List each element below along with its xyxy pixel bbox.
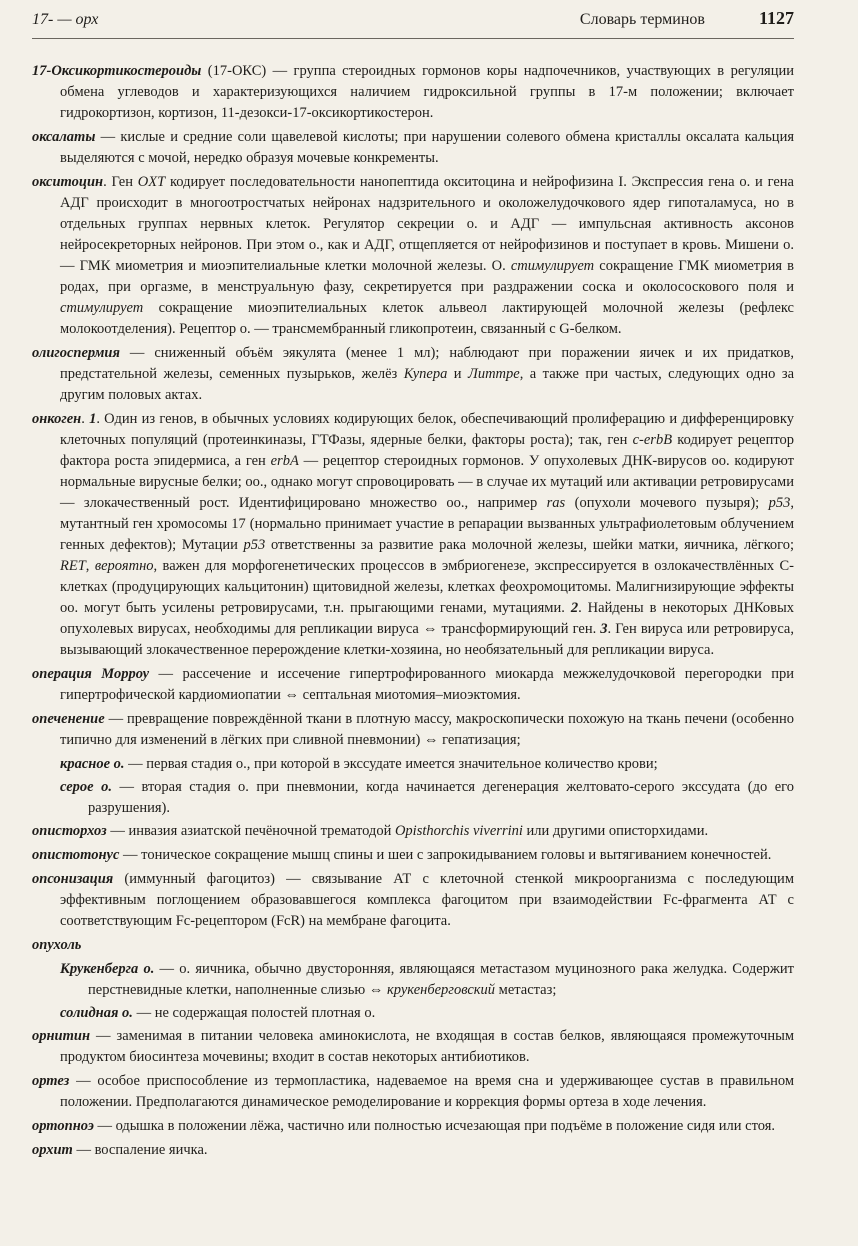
italic-text: Купера	[403, 366, 448, 382]
entry-text: кодирует рецептор фактора роста эпидермиса, а ген	[60, 432, 794, 469]
italic-text: p53	[768, 495, 791, 511]
entry-term: 17-Оксикортикостероиды	[32, 63, 202, 79]
italic-text: erbA	[270, 453, 299, 469]
italic-text: Литтре	[468, 366, 520, 382]
entry-text: (17-ОКС) — группа стероидных гормонов коры надпочечников, участвующих в регуляции обмена углеводов и характеризующихся наличием гидроксильной группы в 17-м положении; включает гидрокортизон, кортизон, 11-дезокси-17-оксикортикостерон.	[60, 63, 794, 121]
entry-text: — рассечение и иссечение гипертрофированного миокарда межжелудочковой перегородки при гипертрофической кардиомиопатии ⇔ септальная миотомия–миоэктомия.	[60, 666, 794, 703]
italic-text: стимулирует	[510, 258, 595, 274]
entry-term: опухоль	[32, 937, 82, 953]
italic-text: вероятно	[94, 558, 154, 574]
entry-krukenberga-o	[32, 959, 794, 1001]
italic-text: крукенберговский	[387, 982, 496, 998]
entry-seroe-o	[32, 777, 794, 819]
entry-text: (опухоли мочевого пузыря);	[565, 495, 769, 511]
entry-solidnaya-o	[32, 1003, 794, 1024]
italic-text: RET	[60, 558, 86, 574]
entry-opechenenie	[32, 709, 794, 751]
entry-text: — особое приспособление из термопластика, надеваемое на время сна и удерживающее сустав в правильном положении. Предполагаются динамическое ремоделирование и коррекция формы ортеза в ходе лечения.	[60, 1073, 794, 1110]
entry-text: — вторая стадия о. при пневмонии, когда начинается дегенерация желтовато-серого экссудата (до его разрушения).	[88, 779, 794, 816]
sense-number: 1	[89, 411, 97, 427]
entry-17-oks	[32, 61, 794, 124]
italic-text: стимулирует	[60, 300, 144, 316]
entry-text: — рецептор стероидных гормонов. У опухолевых ДНК-вирусов оо. кодируют нормальные вирусные белки; оо., однако могут спровоцировать — в случае их мутаций или активации ретровирусами — злокачественный рост. Идентифицировано множество оо., например	[60, 453, 794, 511]
entry-opistorkhoz	[32, 821, 794, 842]
italic-text: c-erbB	[632, 432, 673, 448]
entry-term: красное о.	[60, 756, 125, 772]
entry-text: — сниженный объём эякулята (менее 1 мл); наблюдают при поражении яичек и их придатков, предстательной железы, семенных пузырьков, желёз	[60, 345, 794, 382]
entry-text: . Ген	[103, 174, 138, 190]
entry-krasnoe-o	[32, 754, 794, 775]
section-title: Словарь терминов	[579, 11, 705, 28]
entry-term: онкоген	[32, 411, 82, 427]
glossary-entries	[32, 61, 794, 1161]
entry-text: — первая стадия о., при которой в экссудате имеется значительное количество крови;	[124, 756, 658, 772]
entry-onkogen	[32, 409, 794, 661]
entry-text: и	[447, 366, 469, 382]
entry-term: олигоспермия	[32, 345, 120, 361]
entry-text: — кислые и средние соли щавелевой кислоты; при нарушении солевого обмена кристаллы оксалата кальция выделяются с мочой, нередко образуя мочевые конкременты.	[60, 129, 794, 166]
entry-term: орхит	[32, 1142, 73, 1158]
entry-term: окситоцин	[32, 174, 104, 190]
entry-term: солидная о.	[60, 1005, 133, 1021]
entry-term: ортез	[32, 1073, 70, 1089]
italic-text: p53	[243, 537, 266, 553]
entry-operatsiya-morrou	[32, 664, 794, 706]
entry-ortopnoe	[32, 1116, 794, 1137]
entry-oksalaty	[32, 127, 794, 169]
entry-text: — не содержащая полостей плотная о.	[132, 1005, 376, 1021]
entry-term: оксалаты	[32, 129, 96, 145]
italic-text: Opisthorchis viverrini	[394, 823, 523, 839]
entry-text: , важен для морфогенетических процессов в эмбриогенезе, экспрессируется в озлокачествлённых С-клетках (продуцирующих кальцитонин) щитовидной железы, клетках феохромоцитомы. Малигнизирующие эффекты оо. могут быть усилены ретровирусами, т.н. прыгающими генами, мутациями.	[60, 558, 794, 616]
entry-text: ответственны за развитие рака молочной железы, шейки матки, яичника, лёгкого;	[265, 537, 794, 553]
entry-term: опеченение	[32, 711, 105, 727]
sense-number: 2	[570, 600, 579, 616]
entry-opsonizatsiya	[32, 869, 794, 932]
entry-term: Крукенберга о.	[60, 961, 155, 977]
entry-text: (иммунный фагоцитоз) — связывание АТ с клеточной стенкой микроорганизма с последующим эффективным поглощением образовавшегося комплекса фагоцитом при взаимодействии Fc-фрагмента АТ с соответствующим Fc-рецептором (FcR) на мембране фагоцита.	[60, 871, 794, 929]
entry-text: — инвазия азиатской печёночной трематодой	[106, 823, 395, 839]
entry-text: . Найдены в некоторых ДНКовых опухолевых вирусах, необходимы для репликации вируса ⇔ трансформирующий ген.	[60, 600, 795, 637]
entry-opukhol	[32, 935, 794, 956]
entry-text: — заменимая в питании человека аминокислота, не входящая в состав белков, являющаяся промежуточным продуктом биосинтеза мочевины; входит в состав некоторых антибиотиков.	[60, 1028, 794, 1065]
running-head: 17- — орх	[32, 11, 99, 28]
page-number: 1127	[758, 8, 794, 28]
entry-term: ортопноэ	[32, 1118, 94, 1134]
entry-text: — превращение повреждённой ткани в плотную массу, макроскопически похожую на ткань печени (особенно типично для изменений в лёгких при сливной пневмонии) ⇔ гепатизация;	[60, 711, 794, 748]
entry-term: описторхоз	[32, 823, 107, 839]
entry-oligospermiya	[32, 343, 794, 406]
entry-term: опистотонус	[32, 847, 120, 863]
italic-text: OXT	[137, 174, 166, 190]
entry-text: — одышка в положении лёжа, частично или полностью исчезающая при подъёме в положение сидя или стоя.	[93, 1118, 775, 1134]
entry-term: серое о.	[60, 779, 113, 795]
entry-orkhit	[32, 1140, 794, 1161]
entry-ornitin	[32, 1026, 794, 1068]
page-header	[32, 8, 794, 39]
entry-text: сокращение ГМК миометрия в родах, при оргазме, в менструальную фазу, секретируется при раздражении соска и околососкового поля и	[60, 258, 794, 295]
entry-text: ,	[85, 558, 95, 574]
entry-text: , а также при частых, следующих одно за другим половых актах.	[60, 366, 795, 403]
entry-term: опсонизация	[32, 871, 114, 887]
entry-opistotonus	[32, 845, 794, 866]
entry-term: орнитин	[32, 1028, 91, 1044]
entry-term: операция Морроу	[32, 666, 150, 682]
entry-text: — о. яичника, обычно двусторонняя, являющаяся метастазом муцинозного рака желудка. Содержит перстневидные клетки, наполненные слизью ⇔	[88, 961, 794, 998]
entry-text: , мутантный ген хромосомы 17 (нормально принимает участие в репарации вызванных ультрафиолетовым облучением генных дефектов); Мутации	[60, 495, 794, 553]
entry-text: сокращение миоэпителиальных клеток альвеол лактирующей молочной железы (рефлекс молокоотделения). Рецептор о. — трансмембранный гликопротеин, связанный с G-белком.	[60, 300, 794, 337]
entry-text: — воспаление яичка.	[72, 1142, 208, 1158]
entry-text: . Ген вируса или ретровируса, вызывающий злокачественное перерождение клетки-хозяина, но необязательный для репликации вируса.	[60, 621, 794, 658]
entry-oksitotsin	[32, 172, 794, 340]
entry-ortez	[32, 1071, 794, 1113]
entry-text: — тоническое сокращение мышц спины и шеи с запрокидыванием головы и вытягиванием конечностей.	[119, 847, 772, 863]
entry-text: кодирует последовательности нанопептида окситоцина и нейрофизина I. Экспрессия гена о. и гена АДГ происходит в многоотростчатых нейронах надзрительного и околожелудочкового ядер гипоталамуса, но в отдельных группах нервных клеток. Регулятор секреции о. и АДГ — импульсная активность аксонов нейросекреторных нейронов. При этом о., как и АДГ, отщепляется от нейрофизинов и поступает в кровь. Мишени о. — ГМК миометрия и миоэпителиальные клетки молочной железы. О.	[60, 174, 794, 274]
entry-text: метастаз;	[495, 982, 557, 998]
entry-text: .	[81, 411, 90, 427]
entry-text: . Один из генов, в обычных условиях кодирующих белок, обеспечивающий пролиферацию и дифференцировку клеточных популяций (протеинкиназы, ГТФазы, ядерные белки, факторы роста); так, ген	[60, 411, 794, 448]
italic-text: ras	[546, 495, 566, 511]
sense-number: 3	[600, 621, 608, 637]
entry-text: или другими описторхидами.	[522, 823, 709, 839]
